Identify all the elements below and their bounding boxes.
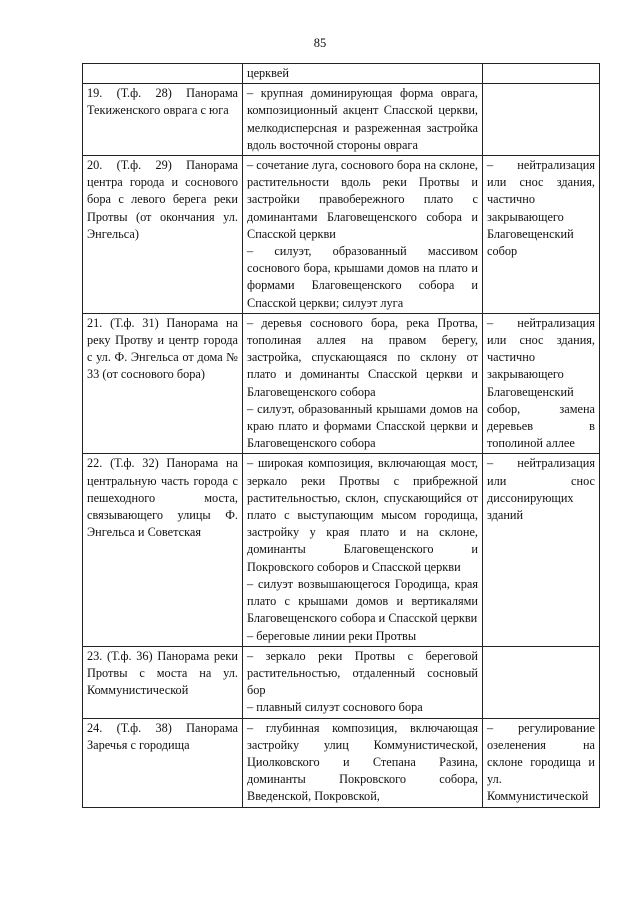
page-number: 85 [313,36,327,50]
cell-paragraph: 24. (Т.ф. 38) Панорама Заречья с городища [87,720,238,752]
measures-cell [483,84,600,156]
panorama-name-cell [83,313,243,454]
view-characteristics-cell [243,64,483,84]
cell-paragraph: 23. (Т.ф. 36) Панорама реки Протвы с моста на ул. Коммунистической [87,648,238,698]
cell-paragraph: – глубинная композиция, включающая застройку улиц Коммунистической, Циолковского и Степана Разина, доминанты Покровского собора, Введенской, Покровской, [247,720,478,804]
cell-paragraph: – зеркало реки Протвы с береговой растительностью, отдаленный сосновый бор [247,648,478,698]
cell-paragraph: – нейтрализация или снос здания, частично закрывающего Благовещенский собор, замена деревьев в тополиной аллее [487,315,595,451]
view-characteristics-cell [243,646,483,718]
table-body [83,64,600,808]
view-characteristics-cell [243,84,483,156]
table-row [83,84,600,156]
panorama-table [82,63,600,808]
panorama-name-cell [83,64,243,84]
view-characteristics-cell [243,454,483,646]
measures-cell [483,64,600,84]
measures-cell [483,313,600,454]
cell-paragraph: – деревья соснового бора, река Протва, тополиная аллея на правом берегу, застройка, спускающаяся по склону от плато и доминанты Спасской церкви и Благовещенского собора [247,315,478,399]
panorama-name-cell [83,646,243,718]
table-row [83,718,600,807]
table-row [83,454,600,646]
cell-paragraph: церквей [247,66,289,80]
cell-paragraph: 20. (Т.ф. 29) Панорама центра города и соснового бора с левого берега реки Протвы (от окончания ул. Энгельса) [87,158,238,241]
view-characteristics-cell [243,156,483,314]
cell-paragraph: – силуэт возвышающегося Городища, края плато с крышами домов и вертикалями Благовещенского собора и Спасской церкви [247,576,478,626]
cell-paragraph: – береговые линии реки Протвы [247,628,417,643]
table-row [83,313,600,454]
cell-paragraph: – сочетание луга, соснового бора на склоне, растительности вдоль реки Протвы и застройки правобережного плато с доминантами Благовещенского собора и Спасской церкви [247,158,478,241]
cell-paragraph: – силуэт, образованный крышами домов на краю плато и формами Спасской церкви и Благовещенского собора [247,401,478,451]
cell-paragraph: – крупная доминирующая форма оврага, композиционный акцент Спасской церкви, мелкодисперсная и разреженная застройка вдоль восточной стороны оврага [247,86,478,152]
cell-paragraph: – нейтрализация или снос здания, частично закрывающего Благовещенский собор [487,158,595,259]
panorama-name-cell [83,454,243,646]
measures-cell [483,646,600,718]
cell-paragraph: – регулирование озеленения на склоне городища и ул. Коммунистической [487,720,595,804]
table-row [83,646,600,718]
cell-paragraph: 21. (Т.ф. 31) Панорама на реку Протву и центр города с ул. Ф. Энгельса от дома № 33 (от соснового бора) [87,315,238,382]
cell-paragraph: – плавный силуэт соснового бора [247,700,423,715]
panorama-name-cell [83,84,243,156]
measures-cell [483,718,600,807]
measures-cell [483,156,600,314]
panorama-name-cell [83,156,243,314]
cell-paragraph: 19. (Т.ф. 28) Панорама Текиженского оврага с юга [87,86,238,118]
view-characteristics-cell [243,313,483,454]
cell-paragraph: 22. (Т.ф. 32) Панорама на центральную часть города с пешеходного моста, связывающего улицы Ф. Энгельса и Советская [87,456,238,540]
cell-paragraph: – нейтрализация или снос диссонирующих зданий [487,456,595,523]
table-row [83,64,600,84]
table-row [83,156,600,314]
view-characteristics-cell [243,718,483,807]
cell-paragraph: – широкая композиция, включающая мост, зеркало реки Протвы с прибрежной растительностью, склон, спускающийся от плато с выступающим мысом городища, застройку у края плато и на склоне, доминанты Благовещенского и Покровского соборов и Спасской церкви [247,456,478,574]
measures-cell [483,454,600,646]
panorama-name-cell [83,718,243,807]
cell-paragraph: – силуэт, образованный массивом соснового бора, крышами домов на плато и формами Благовещенского собора и Спасской церкви; силуэт луга [247,244,478,310]
